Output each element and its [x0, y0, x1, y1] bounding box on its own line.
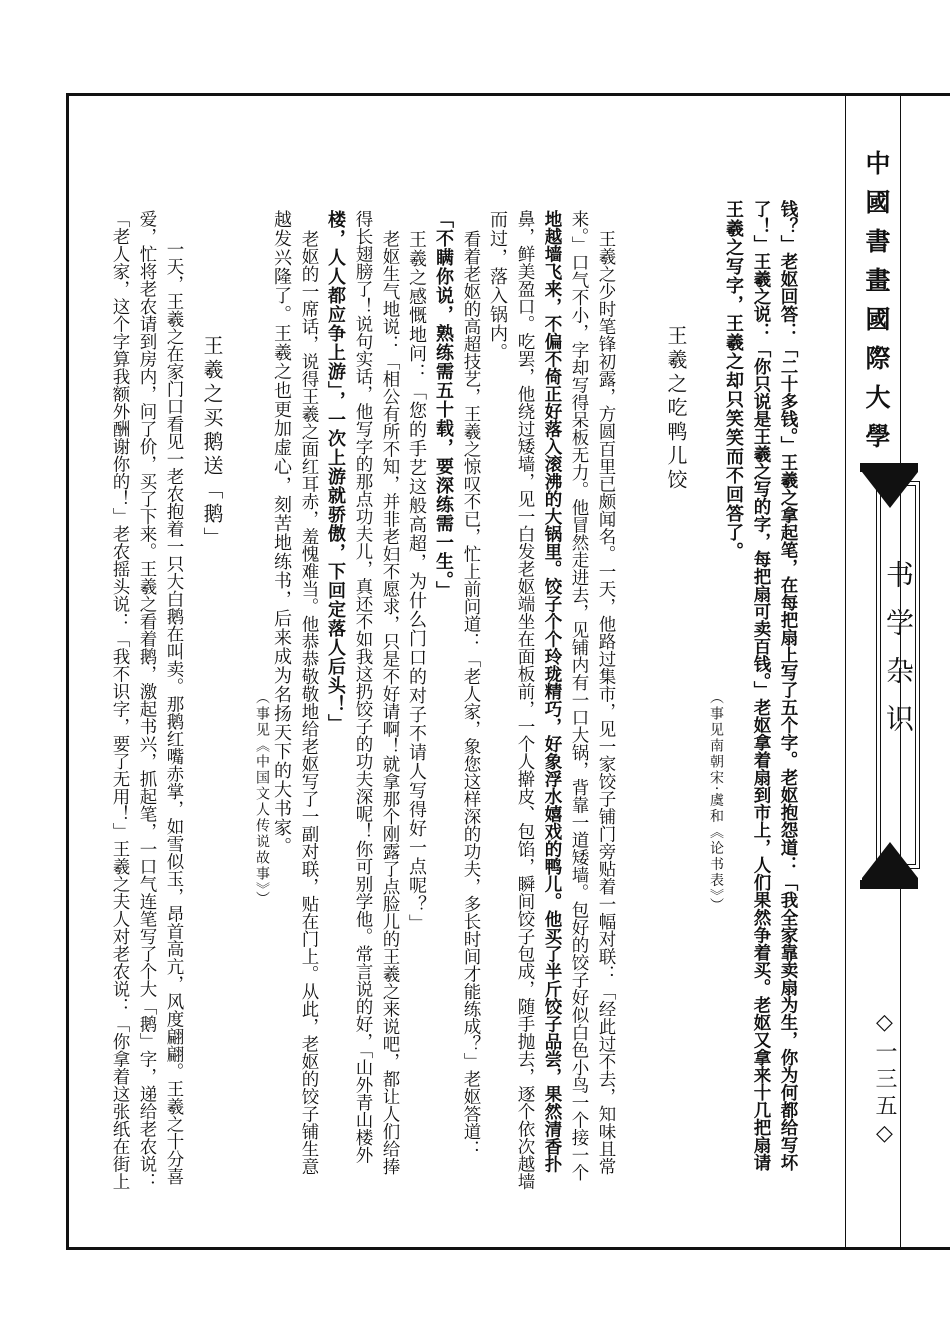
story2-line-12: 老妪的一席话，说得王羲之面红耳赤，羞愧难当。他恭恭敬敬地给老妪写了一副对联，贴在门上。从此，老妪的饺子铺生意 — [299, 230, 319, 1175]
story2-line-7: 「不瞒你说，熟练需五十载，要深练需一生。」 — [433, 210, 454, 600]
story1-line-2: 了！」王羲之说：「你只说是王羲之写的字，每把扇可卖百钱。」老妪拿着扇到市上，人们果然争着买。老妪又拿来十几把扇请 — [751, 200, 771, 1172]
story2-line-5: 而过，落入锅内。 — [487, 210, 508, 362]
story1-source: （事见南朝宋·虞和《论书表》） — [708, 690, 724, 914]
story2-line-9: 老妪生气地说：「相公有所不知，并非老妇不愿求，只是不好请啊！就拿那个刚露了点脸儿的王羲之来说吧，都让人们给捧 — [380, 230, 400, 1175]
story2-source: （事见《中国文人传说故事》） — [254, 690, 270, 907]
story3-line-3: 「老人家，这个字算我额外酬谢你的！」老农摇头说：「我不识字，要了无用！」王羲之夫人对老农说：「你拿着这张纸在街上 — [110, 210, 130, 1190]
story3-title: 王羲之买鹅送「鹅」 — [200, 335, 224, 551]
story1-line-3: 王羲之写字，王羲之却只笑笑而不回答了。 — [723, 200, 744, 561]
story2-line-2: 来。」口气不小，字却写得呆板无力。他冒然走进去，见铺内有一口大锅，背靠一道矮墙。包好的饺子好似白色小鸟一个接一个 — [569, 210, 589, 1182]
page-number: ◇一三五◇ — [872, 1010, 897, 1151]
ornament-bottom-bar — [860, 880, 918, 889]
story2-line-10: 得长翅膀了！说句实话，他写字的那点功夫儿，真还不如我这扔饺子的功夫深呢！你可别学他。常言说的好，「山外青山楼外 — [353, 210, 373, 1164]
story2-line-6: 看着老妪的高超技艺，王羲之惊叹不已，忙上前问道：「老人家，象您这样深的功夫，多长时间才能练成？」老妪答道： — [461, 230, 481, 1158]
story2-line-13: 越发兴隆了。王羲之也更加虚心，刻苦地练书，后来成为名扬天下的大书家。 — [271, 210, 292, 856]
story1-line-1: 钱？」老妪回答：「二十多钱。」王羲之拿起笔，在每把扇上写了五个字。老妪抱怨道：「我全家靠卖扇为生，你为何都给写坏 — [778, 200, 798, 1172]
story3-line-1: 一天，王羲之在家门口看见一老农抱着一只大白鹅在叫卖。那鹅红嘴赤掌，如雪似玉，昂首高亢，风度翩翩。王羲之十分喜 — [164, 240, 184, 1185]
story2-line-8: 王羲之感慨地问：「您的手艺这般高超，为什么门口的对子不请人写得好一点呢？」 — [406, 230, 427, 933]
story3-line-2: 爱，忙将老农请到房内，问了价，买了下来。王羲之看着鹅，激起书兴，抓起笔，一口气连笔写了个大「鹅」字，递给老农说： — [137, 210, 157, 1190]
ornament-bottom-arrow — [860, 840, 920, 880]
institution-name: 中國書畫國際大學 — [862, 150, 891, 462]
story2-line-1: 王羲之少时笔锋初露，方圆百里已颇闻名。一天，他路过集市，见一家饺子铺门旁贴着一幅对联：「经此过不去，知味且常 — [596, 230, 616, 1175]
story2-line-11: 楼，人人都应争上游」，一次上游就骄傲，下回定落人后头！」 — [325, 210, 346, 733]
story2-line-4: 鼻，鲜美盈口。吃罢，他绕过矮墙，见一白发老妪端坐在面板前，一个人擀皮、包馅，瞬间饺子包成，随手抛去，逐个依次越墙 — [515, 210, 535, 1190]
section-title: 书学杂识 — [882, 560, 915, 752]
story2-title: 王羲之吃鸭儿饺 — [664, 325, 688, 493]
story2-line-3: 地越墙飞来，不偏不倚正好落入滚沸的大锅里。饺子个个玲珑精巧，好象浮水嬉戏的鸭儿。他买了半斤饺子品尝，果然清香扑 — [542, 210, 562, 1173]
